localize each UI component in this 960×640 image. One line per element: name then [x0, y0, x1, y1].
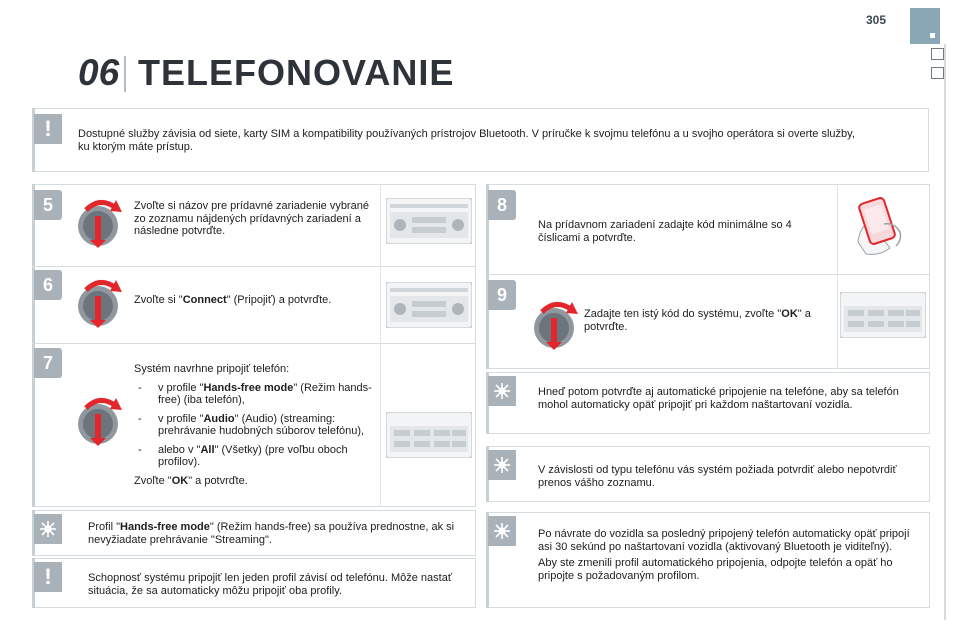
- smartphone-hand-icon: [850, 196, 910, 256]
- warning-icon: !: [34, 562, 62, 592]
- step8-text: Na prídavnom zariadení zadajte kód minimálne so 4 číslicami a potvrďte.: [538, 219, 792, 244]
- corner-tab: [910, 8, 940, 44]
- intro-note-text: Dostupné služby závisia od siete, karty SIM a kompatibility používaných prístrojov Bluetooth. V príručke k svojmu telefónu a u svojho operátora si overte služby, ku ktorým máte prístup.: [78, 128, 855, 153]
- chapter-number: 06: [78, 52, 120, 93]
- step-number-5: 5: [34, 190, 62, 220]
- divider: [380, 184, 381, 507]
- step6-text: Zvoľte si "Connect" (Pripojiť) a potvrďte.: [134, 294, 332, 306]
- step7-intro: Systém navrhne pripojiť telefón:: [134, 363, 290, 375]
- radio-panel-image: [386, 412, 472, 458]
- divider: [837, 184, 838, 369]
- divider: [32, 343, 476, 344]
- corner-dot: [930, 33, 935, 38]
- side-rule: [944, 44, 946, 620]
- side-box-1: [931, 48, 944, 60]
- lightbulb-icon: [488, 450, 516, 480]
- step-number-8: 8: [488, 190, 516, 220]
- rotary-knob-icon: [528, 298, 580, 350]
- lightbulb-icon: [488, 516, 516, 546]
- confirm-transfer-tip-text: V závislosti od typu telefónu vás systém požiada potvrdiť alebo nepotvrdiť prenos vášho zoznamu.: [538, 464, 897, 489]
- return-tip-paragraph-1: Po návrate do vozidla sa posledný pripojený telefón automaticky opäť pripojí asi 30 sekúnd po naštartovaní vozidla (aktivovaný Bluetooth je viditeľný).: [538, 528, 910, 553]
- step7-option-handsfree: - v profile "Hands-free mode" (Režim hands-free) (iba telefón),: [138, 381, 372, 406]
- divider: [486, 274, 930, 275]
- return-tip-text: [538, 528, 918, 582]
- radio-panel-image: [386, 282, 472, 328]
- lightbulb-icon: [34, 514, 62, 544]
- step7-confirm: Zvoľte "OK" a potvrďte.: [134, 474, 248, 487]
- one-profile-warning-text: Schopnosť systému pripojiť len jeden profil závisí od telefónu. Môže nastať situácia, že sa automaticky môžu pripojiť oba profily.: [88, 572, 452, 597]
- rotary-knob-icon: [72, 196, 124, 248]
- rotary-knob-icon: [72, 276, 124, 328]
- lightbulb-icon: [488, 376, 516, 406]
- step7-block: [134, 363, 372, 487]
- radio-panel-image: [386, 198, 472, 244]
- radio-panel-image: [840, 292, 926, 338]
- step-number-6: 6: [34, 270, 62, 300]
- profile-tip-text: Profil "Hands-free mode" (Režim hands-free) sa používa prednostne, ak si nevyžiadate prehrávanie "Streaming".: [88, 521, 455, 546]
- step7-option-all: - alebo v "All" (Všetky) (pre voľbu oboch profilov).: [138, 443, 348, 468]
- chapter-divider: [124, 56, 126, 92]
- step-number-7: 7: [34, 348, 62, 378]
- return-tip-paragraph-2: Aby ste zmenili profil automatického pripojenia, odpojte telefón a opäť ho pripojte s požadovaným profilom.: [538, 557, 893, 582]
- chapter-title: TELEFONOVANIE: [138, 52, 455, 93]
- rotary-knob-icon: [72, 394, 124, 446]
- side-box-2: [931, 67, 944, 79]
- step-number-9: 9: [488, 280, 516, 310]
- auto-connect-tip-text: Hneď potom potvrďte aj automatické pripojenie na telefóne, aby sa telefón mohol automaticky opäť pripojiť pri každom naštartovaní vozidla.: [538, 386, 899, 411]
- divider: [32, 266, 476, 267]
- step7-option-audio: - v profile "Audio" (Audio) (streaming: prehrávanie hudobných súborov telefónu),: [138, 412, 365, 437]
- step9-text: Zadajte ten istý kód do systému, zvoľte "OK" a potvrďte.: [584, 308, 811, 333]
- step5-text: Zvoľte si názov pre prídavné zariadenie vybrané zo zoznamu nájdených prídavných zariadení a následne potvrďte.: [134, 200, 369, 237]
- warning-icon: !: [34, 114, 62, 144]
- page-number: 305: [866, 13, 887, 27]
